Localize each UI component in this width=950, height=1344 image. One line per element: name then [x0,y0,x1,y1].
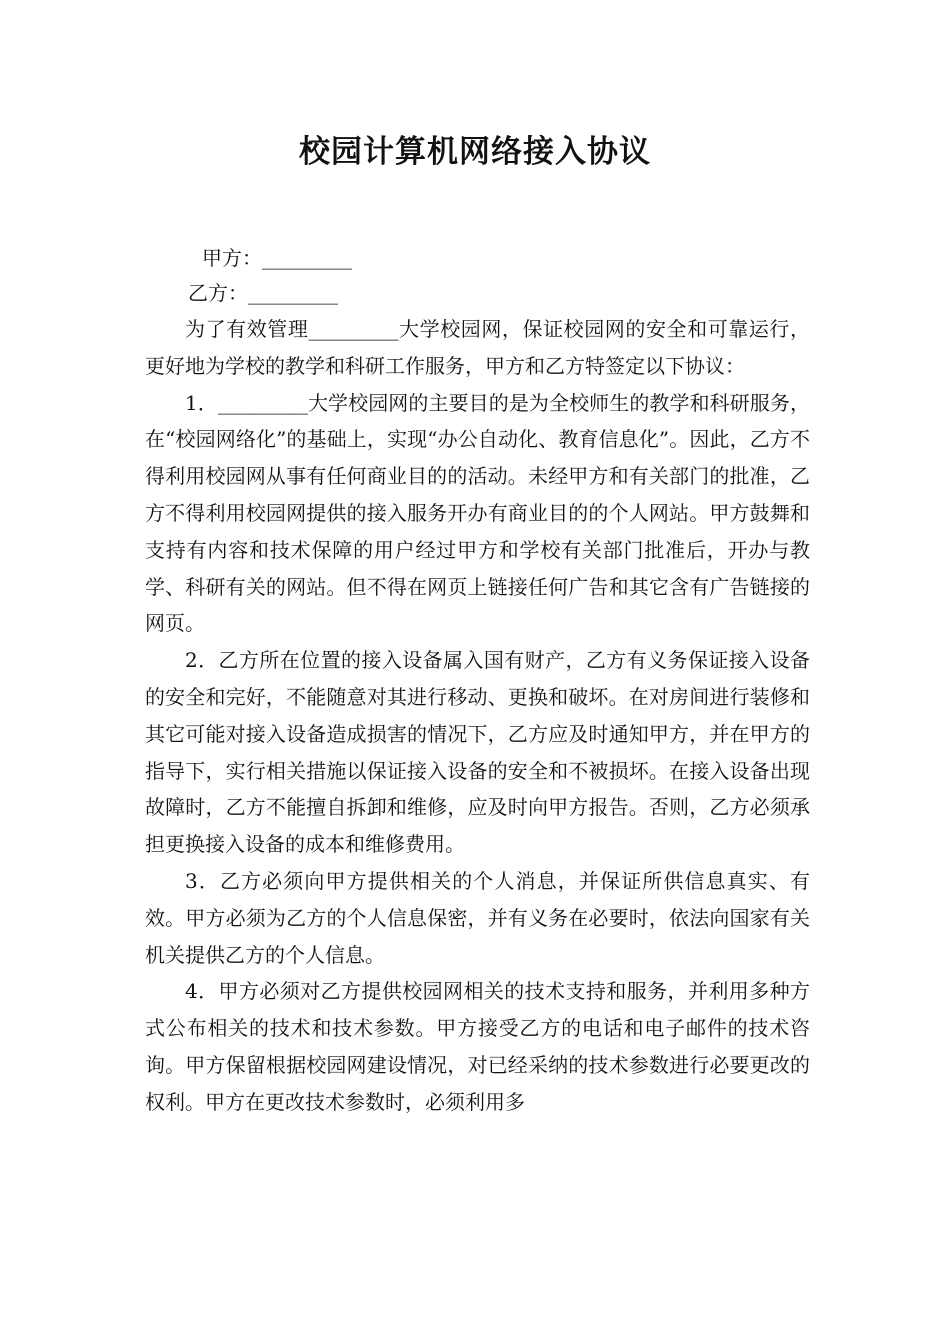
clause-3-paragraph: 3．乙方必须向甲方提供相关的个人消息，并保证所供信息真实、有效。甲方必须为乙方的个人信息保密，并有义务在必要时，依法向国家有关机关提供乙方的个人信息。 [145,868,810,967]
intro-paragraph: 为了有效管理_________大学校园网，保证校园网的安全和可靠运行，更好地为学校的教学和科研工作服务，甲方和乙方特签定以下协议： [145,317,810,378]
clause-4-paragraph: 4．甲方必须对乙方提供校园网相关的技术支持和服务，并利用多种方式公布相关的技术和技术参数。甲方接受乙方的电话和电子邮件的技术咨询。甲方保留根据校园网建设情况，对已经采纳的技术参数进行必要更改的权利。甲方在更改技术参数时，必须利用多 [145,979,810,1114]
party-a-line: 甲方：_________ [202,246,352,270]
clause-1-paragraph: 1．_________大学校园网的主要目的是为全校师生的教学和科研服务，在“校园网络化”的基础上，实现“办公自动化、教育信息化”。因此，乙方不得利用校园网从事有任何商业目的的活动。未经甲方和有关部门的批准，乙方不得利用校园网提供的接入服务开办有商业目的的个人网站。甲方鼓舞和支持有内容和技术保障的用户经过甲方和学校有关部门批准后，开办与教学、科研有关的网站。但不得在网页上链接任何广告和其它含有广告链接的网页。 [145,390,810,636]
clause-2-paragraph: 2．乙方所在位置的接入设备属入国有财产，乙方有义务保证接入设备的安全和完好，不能随意对其进行移动、更换和破坏。在对房间进行装修和其它可能对接入设备造成损害的情况下，乙方应及时通知甲方，并在甲方的指导下，实行相关措施以保证接入设备的安全和不被损坏。在接入设备出现故障时，乙方不能擅自拆卸和维修，应及时向甲方报告。否则，乙方必须承担更换接入设备的成本和维修费用。 [145,648,810,857]
party-b-line: 乙方：_________ [188,281,338,305]
agreement-body [145,311,810,1121]
document-title: 校园计算机网络接入协议 [299,134,651,170]
